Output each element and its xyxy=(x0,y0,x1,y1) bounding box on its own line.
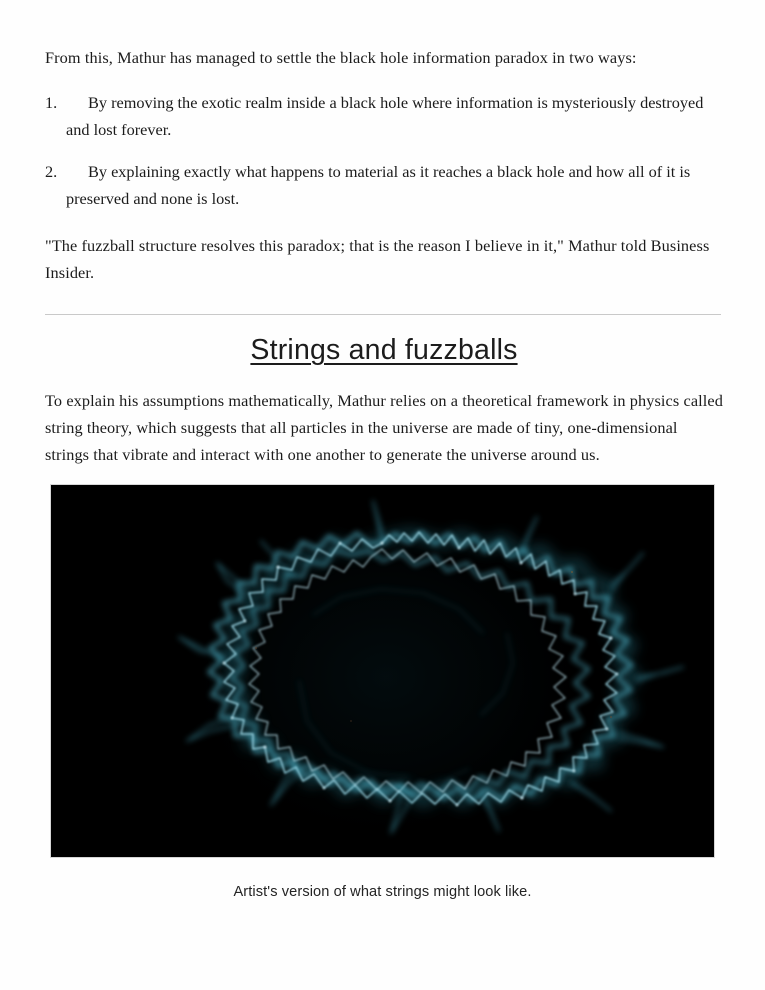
list-item xyxy=(45,158,723,212)
fuzzball-artwork xyxy=(51,485,714,857)
numbered-list xyxy=(45,89,723,212)
list-item-number: 1. xyxy=(45,93,58,112)
figure-caption: Artist's version of what strings might look like. xyxy=(233,884,532,900)
section-divider xyxy=(45,314,721,315)
list-item-text: By removing the exotic realm inside a black hole where information is mysteriously destroyed and lost forever. xyxy=(66,93,704,139)
list-item-number: 2. xyxy=(45,162,58,181)
section-heading: Strings and fuzzballs xyxy=(250,334,518,366)
intro-paragraph: From this, Mathur has managed to settle the black hole information paradox in two ways: xyxy=(45,48,637,67)
list-item-text: By explaining exactly what happens to material as it reaches a black hole and how all of it is preserved and none is lost. xyxy=(66,162,691,208)
figure-image xyxy=(51,485,714,857)
section-paragraph: To explain his assumptions mathematically, Mathur relies on a theoretical framework in physics called string theory, which suggests that all particles in the universe are made of tiny, one-dimensional strings that vibrate and interact with one another to generate the universe around us. xyxy=(45,391,723,464)
document-content xyxy=(45,44,723,900)
figure xyxy=(51,485,714,900)
list-item xyxy=(45,89,723,143)
quote-paragraph: "The fuzzball structure resolves this paradox; that is the reason I believe in it," Mathur told Business Insider. xyxy=(45,236,710,282)
